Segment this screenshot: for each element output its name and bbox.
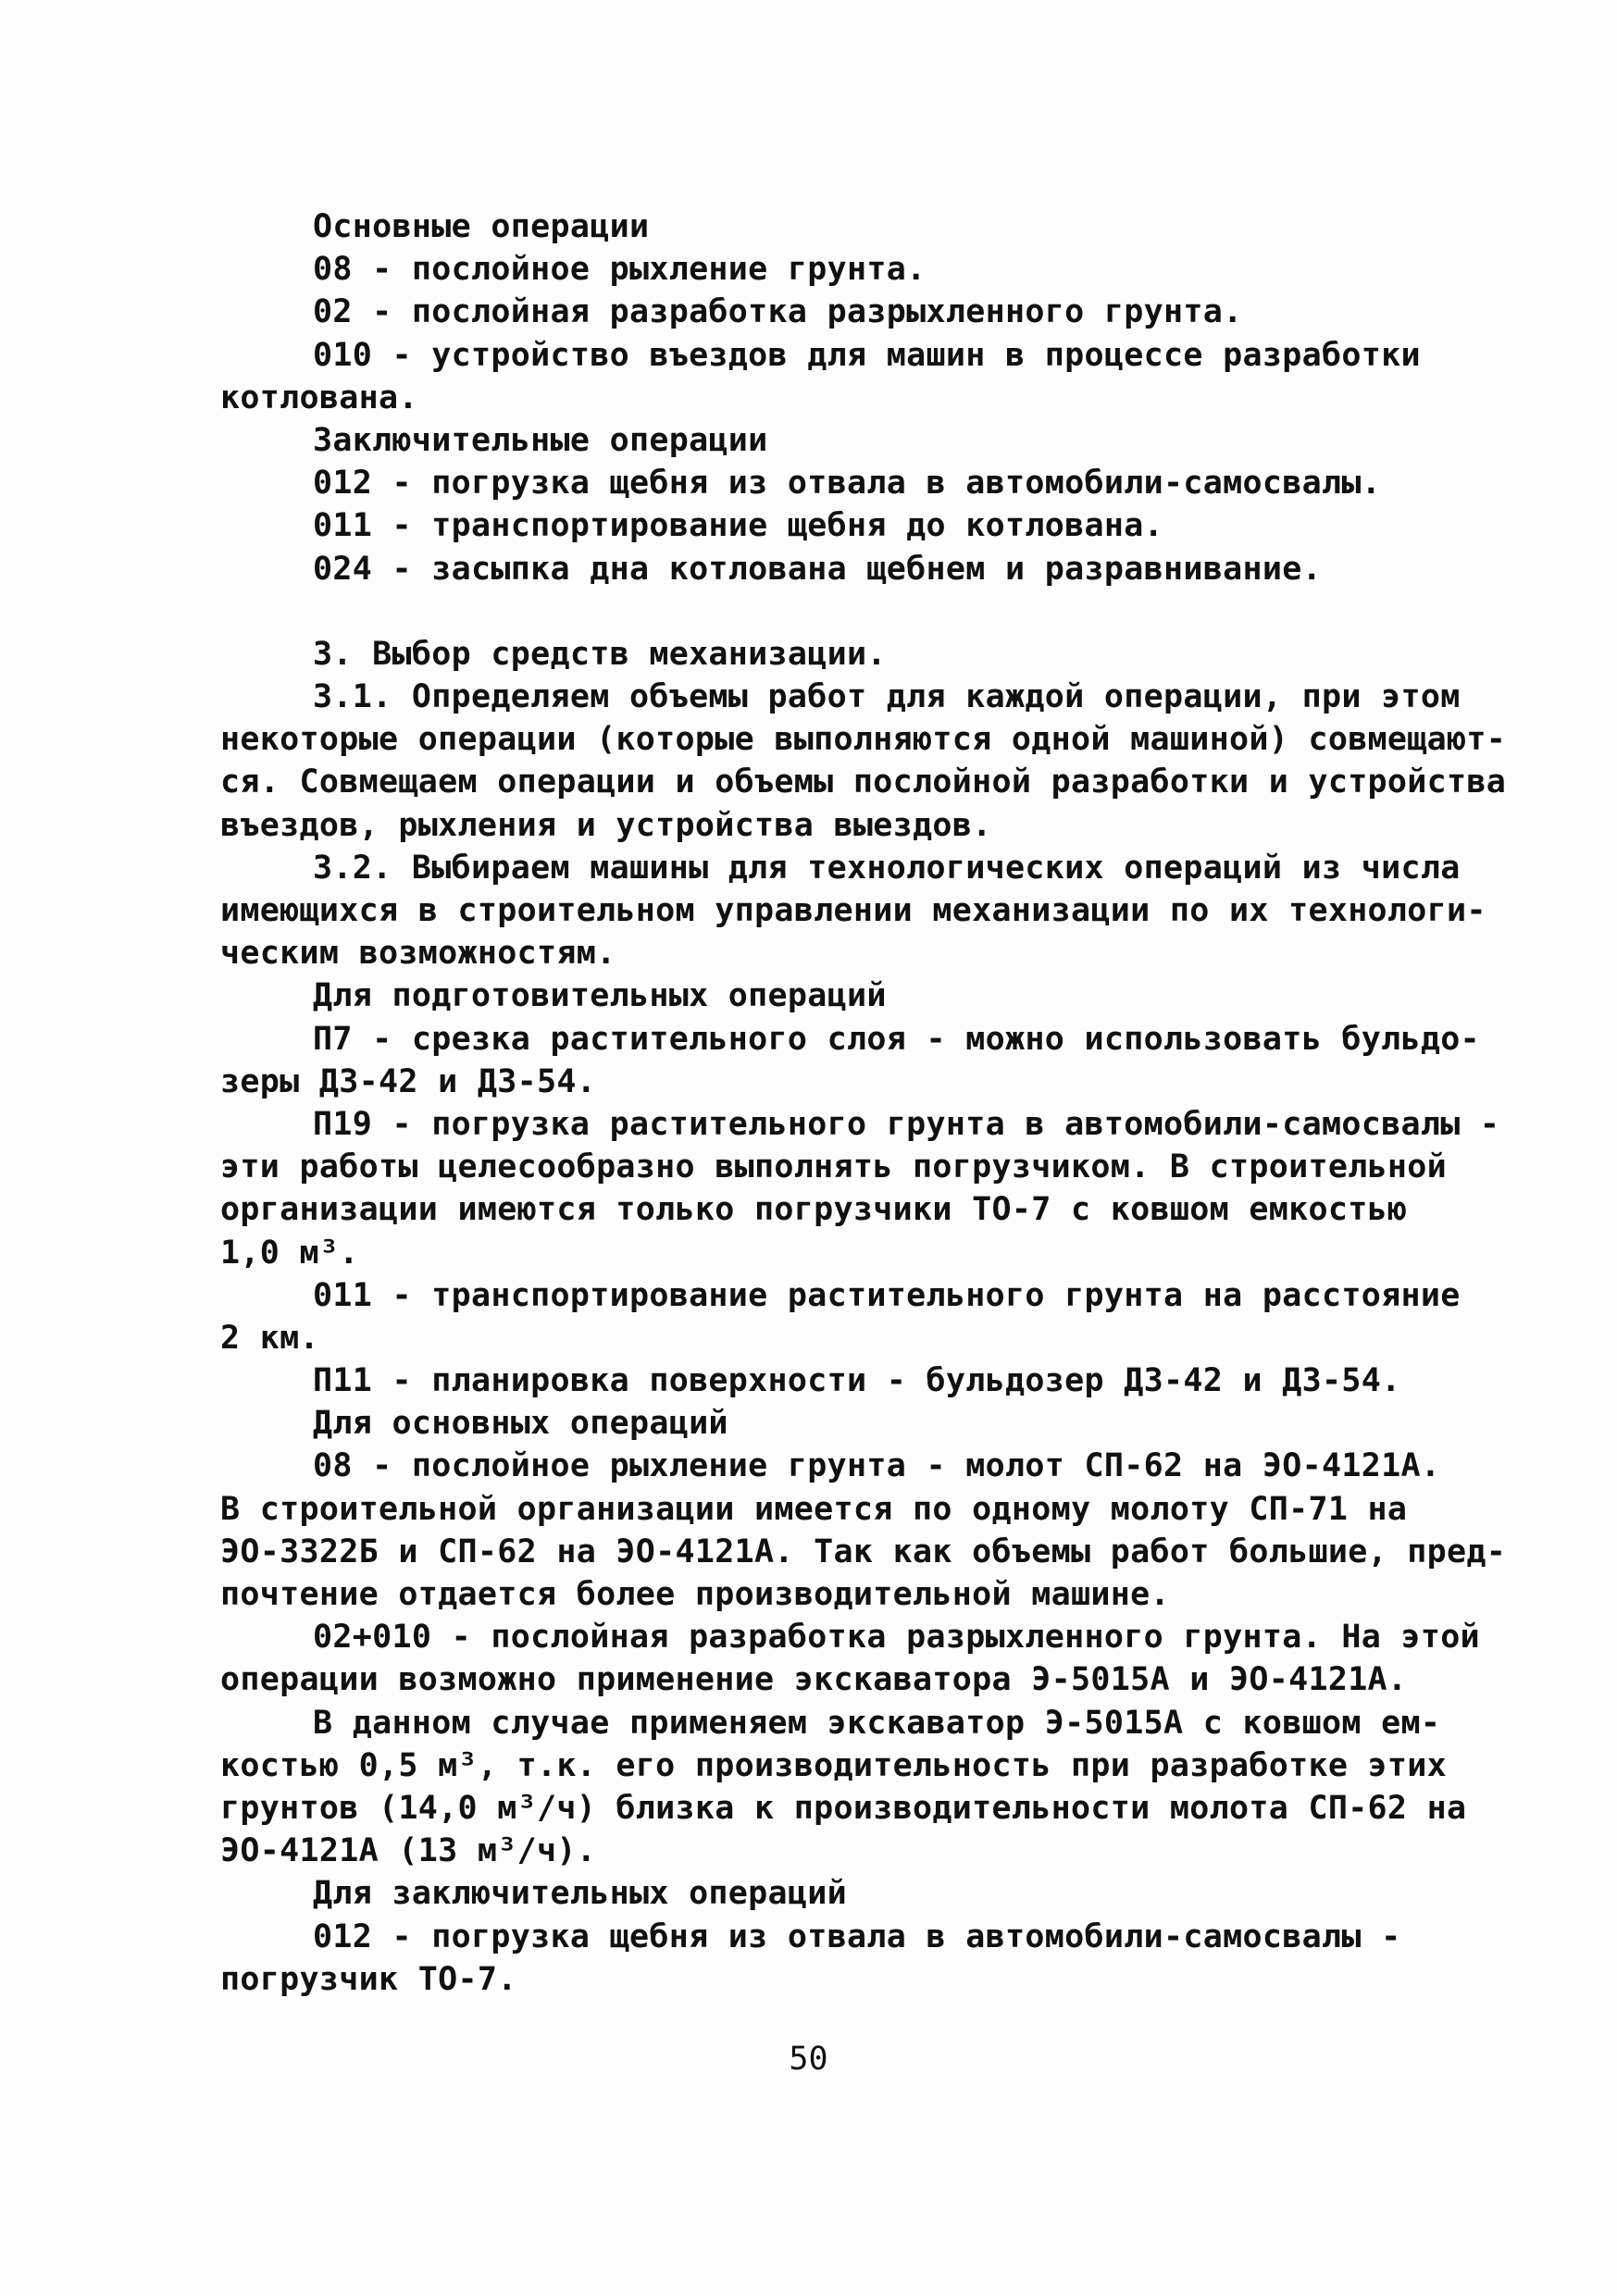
text-line: П19 - погрузка растительного грунта в автомобили-самосвалы - (313, 1105, 1500, 1143)
text-line: Для заключительных операций (313, 1875, 848, 1913)
text-line: П11 - планировка поверхности - бульдозер ДЗ-42 и ДЗ-54. (313, 1362, 1401, 1400)
text-line: Для подготовительных операций (313, 977, 887, 1015)
text-line: 02+010 - послойная разработка разрыхленного грунта. На этой (313, 1619, 1480, 1657)
blank-line (220, 590, 1396, 633)
body-text (220, 205, 1507, 2001)
text-line: 011 - транспортирование щебня до котлована. (313, 507, 1163, 545)
text-line: ся. Совмещаем операции и объемы послойной разработки и устройства (220, 763, 1507, 801)
text-line: 1,0 м³. (220, 1234, 359, 1272)
text-line: В данном случае применяем экскаватор Э-5015А с ковшом ем- (313, 1704, 1441, 1742)
text-line: 3.2. Выбираем машины для технологических операций из числа (313, 849, 1461, 887)
text-line: эти работы целесообразно выполнять погрузчиком. В строительной (220, 1148, 1448, 1186)
text-line: некоторые операции (которые выполняются одной машиной) совмещают- (220, 721, 1507, 759)
text-line: имеющихся в строительном управлении механизации по их технологи- (220, 892, 1486, 929)
text-line: Основные операции (313, 208, 650, 245)
text-line: организации имеются только погрузчики ТО-7 с ковшом емкостью (220, 1191, 1408, 1229)
text-line: 08 - послойное рыхление грунта - молот СП-62 на ЭО-4121А. (313, 1447, 1441, 1485)
text-line: погрузчик ТО-7. (220, 1960, 517, 1998)
text-line: 011 - транспортирование растительного грунта на расстояние (313, 1276, 1461, 1314)
text-line: 02 - послойная разработка разрыхленного грунта. (313, 293, 1243, 331)
text-line: П7 - срезка растительного слоя - можно использовать бульдо- (313, 1020, 1480, 1058)
text-line: почтение отдается более производительной машине. (220, 1576, 1170, 1613)
text-line: ЭО-4121А (13 м³/ч). (220, 1832, 597, 1870)
text-line: 3.1. Определяем объемы работ для каждой операции, при этом (313, 678, 1461, 716)
text-line: 3. Выбор средств механизации. (313, 635, 887, 673)
text-line: 010 - устройство въездов для машин в процессе разработки (313, 336, 1421, 374)
text-line: В строительной организации имеется по одному молоту СП-71 на (220, 1490, 1408, 1528)
text-line: 2 км. (220, 1319, 319, 1357)
text-line: зеры ДЗ-42 и ДЗ-54. (220, 1062, 597, 1100)
text-line: грунтов (14,0 м³/ч) близка к производительности молота СП-62 на (220, 1789, 1467, 1827)
page-number: 50 (789, 2041, 828, 2078)
text-line: 08 - послойное рыхление грунта. (313, 251, 927, 289)
text-line: въездов, рыхления и устройства выездов. (220, 806, 992, 844)
text-line: операции возможно применение экскаватора Э-5015А и ЭО-4121А. (220, 1661, 1408, 1699)
text-line: 012 - погрузка щебня из отвала в автомобили-самосвалы. (313, 465, 1382, 503)
text-line: 012 - погрузка щебня из отвала в автомобили-самосвалы - (313, 1917, 1401, 1955)
text-line: костью 0,5 м³, т.к. его производительность при разработке этих (220, 1746, 1448, 1784)
text-line: Для основных операций (313, 1405, 728, 1443)
text-line: котлована. (220, 379, 418, 416)
text-line: Заключительные операции (313, 421, 768, 459)
text-line: 024 - засыпка дна котлована щебнем и разравнивание. (313, 550, 1322, 588)
text-line: ческим возможностям. (220, 935, 616, 973)
text-line: ЭО-3322Б и СП-62 на ЭО-4121А. Так как объемы работ большие, пред- (220, 1533, 1507, 1570)
